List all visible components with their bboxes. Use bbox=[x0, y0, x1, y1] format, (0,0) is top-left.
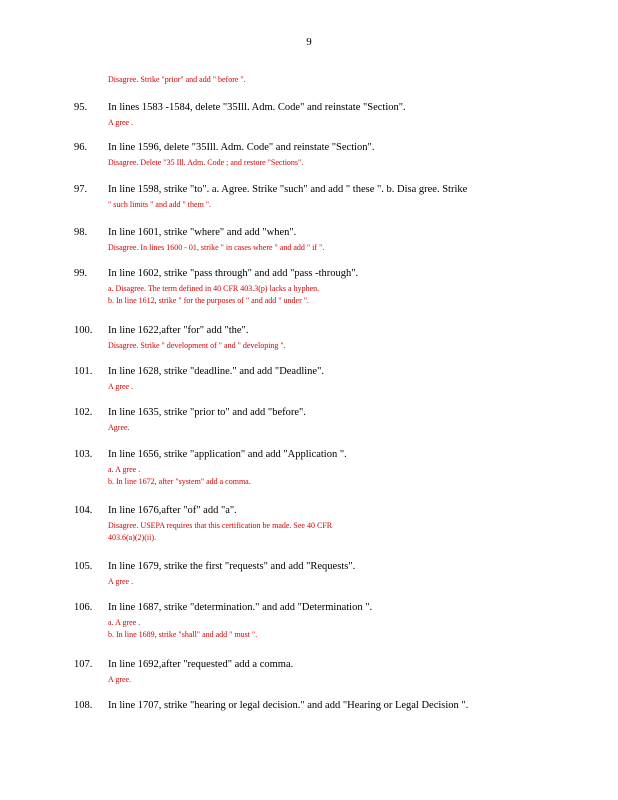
item-number: 101. bbox=[74, 366, 93, 377]
item-annotation: 403.6(a)(2)(ii). bbox=[108, 533, 156, 542]
item-text: In lines 1583 -1584, delete "35Ill. Adm. Code" and reinstate "Section". bbox=[108, 102, 406, 113]
item-text: In line 1596, delete "35Ill. Adm. Code" and reinstate "Section". bbox=[108, 142, 375, 153]
item-annotation: a. A gree . bbox=[108, 465, 141, 474]
item-text: In line 1601, strike "where" and add "when". bbox=[108, 227, 297, 238]
top-annotation: Disagree. Strike "prior" and add " before ". bbox=[108, 75, 246, 84]
item-annotation: A gree . bbox=[108, 577, 134, 586]
item-number: 98. bbox=[74, 227, 88, 238]
item-text: In line 1687, strike "determination." and add "Determination ". bbox=[108, 602, 373, 613]
item-number: 103. bbox=[74, 449, 93, 460]
item-annotation: a. A gree . bbox=[108, 618, 141, 627]
item-text: In line 1679, strike the first "requests" and add "Requests". bbox=[108, 561, 356, 572]
item-text: In line 1707, strike "hearing or legal decision." and add "Hearing or Legal Decision ". bbox=[108, 700, 469, 711]
item-annotation: b. In line 1672, after "system" add a comma. bbox=[108, 477, 251, 486]
item-number: 107. bbox=[74, 659, 93, 670]
item-text: In line 1656, strike "application" and add "Application ". bbox=[108, 449, 347, 460]
item-number: 104. bbox=[74, 505, 93, 516]
item-text: In line 1692,after "requested" add a comma. bbox=[108, 659, 294, 670]
item-number: 106. bbox=[74, 602, 93, 613]
item-annotation: A gree . bbox=[108, 118, 134, 127]
item-annotation: Disagree. USEPA requires that this certification be made. See 40 CFR bbox=[108, 521, 333, 530]
item-text: In line 1628, strike "deadline." and add "Deadline". bbox=[108, 366, 324, 377]
item-text: In line 1598, strike "to". a. Agree. Strike "such" and add " these ". b. Disa gree. Strike bbox=[108, 184, 468, 195]
page-number: 9 bbox=[306, 36, 312, 48]
item-annotation: A gree . bbox=[108, 382, 134, 391]
item-number: 102. bbox=[74, 407, 93, 418]
item-text: In line 1635, strike "prior to" and add "before". bbox=[108, 407, 306, 418]
item-annotation: a. Disagree. The term defined in 40 CFR 403.3(p) lacks a hyphen. bbox=[108, 284, 320, 293]
item-text: In line 1622,after "for" add "the". bbox=[108, 325, 249, 336]
item-number: 108. bbox=[74, 700, 93, 711]
item-text: In line 1602, strike "pass through" and add "pass -through". bbox=[108, 268, 359, 279]
item-number: 100. bbox=[74, 325, 93, 336]
item-number: 96. bbox=[74, 142, 88, 153]
item-annotation: Agree. bbox=[108, 423, 130, 432]
item-annotation: b. In line 1689, strike "shall" and add " must ". bbox=[108, 630, 258, 639]
item-number: 99. bbox=[74, 268, 88, 279]
item-number: 97. bbox=[74, 184, 88, 195]
item-number: 105. bbox=[74, 561, 93, 572]
item-text: In line 1676,after "of" add "a". bbox=[108, 505, 237, 516]
item-annotation: " such limits " and add " them ". bbox=[108, 200, 212, 209]
item-annotation: Disagree. Strike " development of " and " developing ". bbox=[108, 341, 286, 350]
item-annotation: A gree. bbox=[108, 675, 132, 684]
item-annotation: Disagree. Delete "35 Ill. Adm. Code ; and restore "Sections". bbox=[108, 158, 304, 167]
item-annotation: b. In line 1612, strike " for the purposes of " and add " under ". bbox=[108, 296, 310, 305]
item-number: 95. bbox=[74, 102, 88, 113]
item-annotation: Disagree. In lines 1600 - 01, strike " in cases where " and add " if ". bbox=[108, 243, 325, 252]
